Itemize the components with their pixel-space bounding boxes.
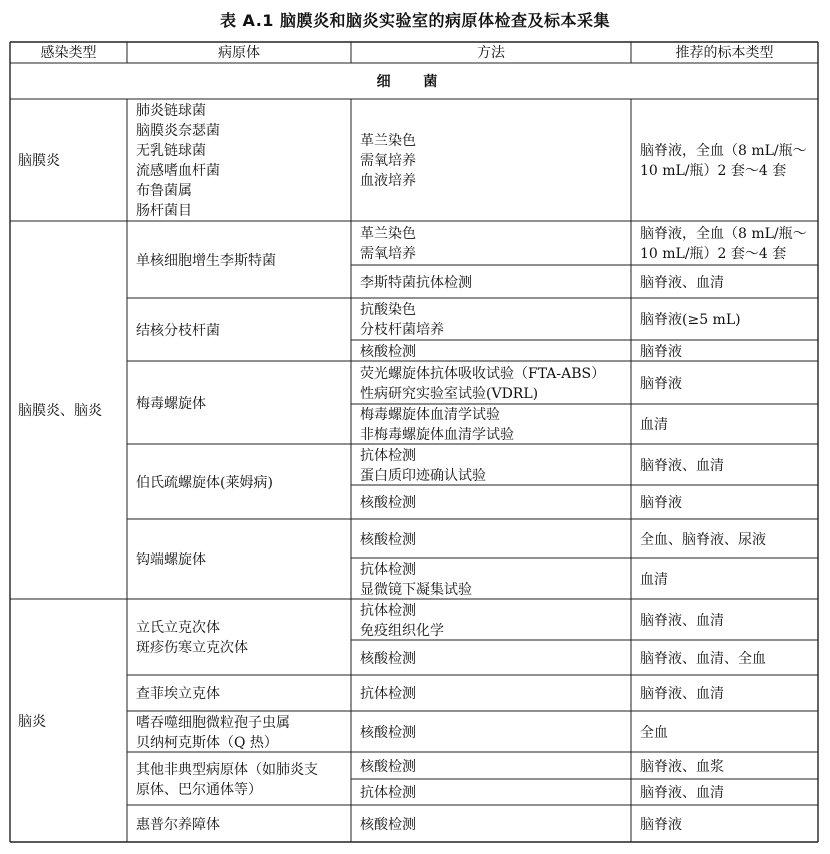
specimen-line: 脑脊液、血浆 <box>640 758 724 775</box>
method-line: 抗体检测 <box>360 602 416 619</box>
method-line: 核酸检测 <box>360 531 416 548</box>
pathogen-name-line: 梅毒螺旋体 <box>136 395 206 412</box>
pathogen-name-line: 结核分枝杆菌 <box>136 322 220 339</box>
section-title: 细 菌 <box>376 74 452 90</box>
pathogen-name-line: 斑疹伤寒立克次体 <box>136 640 248 656</box>
method-line: 核酸检测 <box>360 495 416 511</box>
specimen-line: 脑脊液、血清 <box>640 274 724 291</box>
method-line: 分枝杆菌培养 <box>360 322 444 338</box>
specimen-line: 脑脊液 <box>640 495 682 511</box>
specimen-line: 血清 <box>640 571 668 588</box>
method-line: 革兰染色 <box>360 133 416 149</box>
specimen-line: 10 mL/瓶）2 套～4 套 <box>640 246 787 262</box>
pathogen-name-line: 钩端螺旋体 <box>136 552 206 568</box>
method-line: 性病研究实验室试验(VDRL) <box>360 385 539 402</box>
specimen-line: 脑脊液、血清、全血 <box>640 650 766 667</box>
method-line: 需氧培养 <box>360 246 416 262</box>
pathogen-name-line: 其他非典型病原体（如肺炎支 <box>136 761 318 778</box>
specimen-line: 全血 <box>640 724 668 741</box>
table-title: 表 A.1 脑膜炎和脑炎实验室的病原体检查及标本采集 <box>219 11 611 30</box>
method-line: 革兰染色 <box>360 226 416 242</box>
infection-type: 脑炎 <box>18 713 46 730</box>
specimen-line: 脑脊液，全血（8 mL/瓶～ <box>640 143 807 159</box>
pathogen-name-line: 流感嗜血杆菌 <box>136 163 220 179</box>
method-line: 李斯特菌抗体检测 <box>360 274 472 291</box>
column-header: 方法 <box>477 45 505 61</box>
method-line: 显微镜下凝集试验 <box>360 581 472 598</box>
pathogen-name-line: 伯氏疏螺旋体(莱姆病) <box>136 474 273 491</box>
method-line: 核酸检测 <box>360 758 416 775</box>
specimen-line: 脑脊液(≥5 mL) <box>640 312 741 328</box>
method-line: 核酸检测 <box>360 343 416 360</box>
method-line: 抗体检测 <box>360 447 416 464</box>
pathogen-name-line: 肠杆菌目 <box>136 203 192 219</box>
column-header: 病原体 <box>218 45 260 61</box>
pathogen-name-line: 嗜吞噬细胞微粒孢子虫属 <box>136 714 290 731</box>
specimen-line: 全血、脑脊液、尿液 <box>640 531 766 548</box>
method-line: 需氧培养 <box>360 153 416 169</box>
pathogen-name-line: 查菲埃立克体 <box>136 686 220 702</box>
method-line: 梅毒螺旋体血清学试验 <box>360 407 500 423</box>
column-header: 推荐的标本类型 <box>675 45 774 61</box>
column-header: 感染类型 <box>40 45 97 61</box>
method-line: 免疫组织化学 <box>360 622 444 639</box>
method-line: 血液培养 <box>360 173 416 189</box>
pathogen-name-line: 脑膜炎奈瑟菌 <box>136 123 220 139</box>
method-line: 核酸检测 <box>360 724 416 741</box>
pathogen-name-line: 肺炎链球菌 <box>136 103 206 119</box>
pathogen-name-line: 单核细胞增生李斯特菌 <box>136 252 276 269</box>
method-line: 核酸检测 <box>360 816 416 833</box>
method-line: 荧光螺旋体抗体吸收试验（FTA-ABS） <box>360 365 606 382</box>
method-line: 抗体检测 <box>360 686 416 702</box>
method-line: 蛋白质印迹确认试验 <box>360 467 486 484</box>
specimen-line: 脑脊液 <box>640 816 682 833</box>
pathogen-name-line: 无乳链球菌 <box>136 143 206 159</box>
method-line: 抗体检测 <box>360 561 416 578</box>
pathogen-name-line: 贝纳柯克斯体（Q 热） <box>136 734 278 751</box>
method-line: 核酸检测 <box>360 650 416 667</box>
specimen-line: 脑脊液，全血（8 mL/瓶～ <box>640 226 807 242</box>
specimen-line: 10 mL/瓶）2 套～4 套 <box>640 163 787 179</box>
specimen-line: 血清 <box>640 417 668 433</box>
pathogen-name-line: 惠普尔养障体 <box>136 816 220 833</box>
specimen-line: 脑脊液 <box>640 343 682 360</box>
pathogen-name-line: 布鲁菌属 <box>136 183 192 199</box>
specimen-line: 脑脊液、血清 <box>640 612 724 629</box>
specimen-line: 脑脊液 <box>640 375 682 392</box>
specimen-line: 脑脊液、血清 <box>640 785 724 801</box>
infection-type: 脑膜炎、脑炎 <box>18 403 102 419</box>
method-line: 非梅毒螺旋体血清学试验 <box>360 427 514 443</box>
pathogen-name-line: 立氏立克次体 <box>136 620 220 636</box>
specimen-line: 脑脊液、血清 <box>640 457 724 474</box>
method-line: 抗酸染色 <box>360 302 416 318</box>
infection-type: 脑膜炎 <box>18 153 60 169</box>
method-line: 抗体检测 <box>360 785 416 801</box>
specimen-line: 脑脊液、血清 <box>640 686 724 702</box>
pathogen-name-line: 原体、巴尔通体等） <box>136 781 262 798</box>
